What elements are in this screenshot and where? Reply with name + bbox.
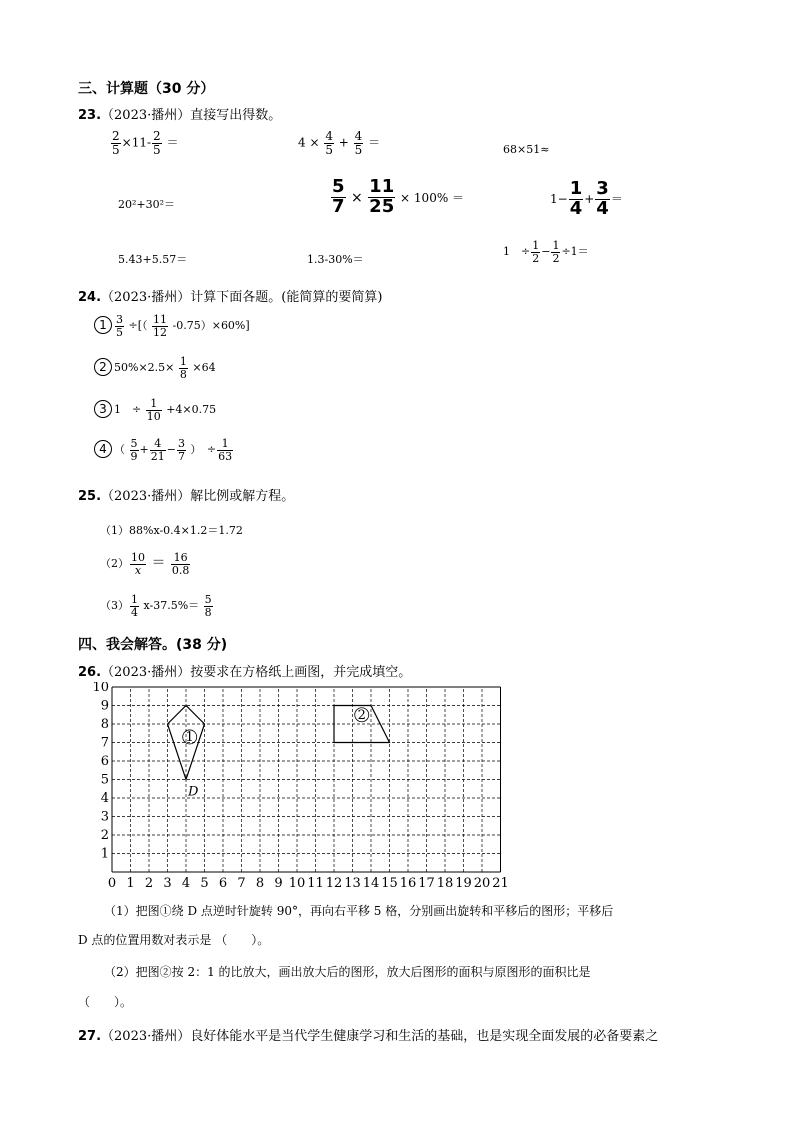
q25-source: （2023·播州） [101,489,191,504]
q23-r1c1: $\frac{2}{5}$ ×11- $\frac{2}{5}$ ＝ [112,129,179,157]
x-tick-label: 19 [455,876,472,891]
x-tick-label: 1 [126,876,135,891]
grid-lines [112,687,501,872]
x-tick-label: 21 [492,876,509,891]
x-tick-label: 2 [144,876,154,891]
shape-2-label: 2 [357,707,366,723]
y-tick-label: 4 [100,791,109,806]
x-tick-label: 5 [200,876,209,891]
circled-number: 4 [94,440,112,458]
x-tick-label: 13 [344,876,361,891]
y-tick-label: 3 [100,809,109,825]
q23-source: （2023·播州） [101,108,191,123]
question-26 [78,661,411,680]
coordinate-grid [90,682,530,898]
q23-r2c2: $\frac{5}{7}$ × $\frac{11}{25}$ × 100% ＝ [332,176,465,217]
q24-source: （2023·播州） [101,290,191,305]
circled-number: 1 [94,316,112,334]
q24-expr-3: 3 1 ÷ $\frac{1}{10}$ +4×0.75 [94,398,216,422]
shape-1-label: 1 [185,729,194,745]
x-tick-label: 16 [399,876,417,891]
q24-expr-4: 4 （ $\frac{5}{9}$ + $\frac{4}{21}$ − $\frac{3}{7}$ ） ÷ $\frac{1}{63}$ [94,438,234,462]
q25-number: 25. [78,489,102,504]
q24-expr-2: 2 50%×2.5× $\frac{1}{8}$ ×64 [94,356,216,380]
x-tick-label: 11 [307,876,324,891]
x-tick-label: 0 [107,876,117,891]
q23-number: 23. [78,108,102,123]
q26-part-2-line-2: （ ）。 [78,995,133,1009]
y-tick-label: 10 [92,682,109,695]
x-tick-label: 12 [325,876,343,891]
q26-text: 按要求在方格纸上画图，并完成填空。 [190,665,412,680]
q23-r3c1: 5.43+5.57＝ [118,253,188,266]
x-tick-label: 18 [436,876,454,891]
x-tick-label: 14 [362,876,380,891]
q25-equation-1: （1）88%x-0.4×1.2＝1.72 [100,524,243,537]
q24-number: 24. [78,290,102,305]
q24-text: 计算下面各题。(能简算的要简算) [190,290,383,305]
q23-r3c3: 1 ÷ $\frac{1}{2}$ − $\frac{1}{2}$ ÷1＝ [503,239,589,265]
q27-number: 27. [78,1029,102,1044]
question-27 [78,1025,658,1044]
circled-number: 3 [94,400,112,418]
q25-equation-2: （2） $\frac{10}{x}$ ＝ $\frac{16}{0.8}$ [100,551,190,577]
y-tick-label: 1 [100,846,109,862]
y-tick-label: 8 [100,717,109,732]
question-25 [78,485,294,504]
q27-source: （2023·播州） [101,1029,191,1044]
q27-text: 良好体能水平是当代学生健康学习和生活的基础，也是实现全面发展的必备要素之 [190,1029,659,1044]
q24-expr-1: 1 $\frac{3}{5}$ ÷[（ $\frac{11}{12}$ -0.75）×60%] [94,314,250,338]
circled-number: 2 [94,358,112,376]
q26-source: （2023·播州） [101,665,191,680]
q26-part-1-line-1: （1）把图①绕 D 点逆时针旋转 90°，再向右平移 5 格，分别画出旋转和平移后的图形；平移后 [104,904,614,918]
x-tick-label: 15 [381,876,398,891]
y-tick-label: 5 [100,772,109,788]
x-tick-label: 7 [237,876,246,891]
x-tick-label: 9 [274,876,283,891]
x-tick-label: 4 [181,876,191,891]
x-tick-label: 10 [288,876,306,891]
x-tick-label: 20 [473,876,491,891]
q26-number: 26. [78,665,102,680]
question-23 [78,104,281,123]
section-4-title: 四、我会解答。(38 分) [78,637,228,653]
y-tick-label: 7 [100,735,109,751]
section-3-title: 三、计算题（30 分） [78,81,215,97]
q23-r1c3: 68×51≈ [503,143,550,156]
q25-equation-3: （3） $\frac{1}{4}$ x-37.5%＝ $\frac{5}{8}$ [100,593,212,619]
x-tick-label: 6 [218,876,228,891]
y-tick-label: 6 [100,754,109,769]
q25-text: 解比例或解方程。 [190,489,295,504]
q23-r1c2: 4 × $\frac{4}{5}$ + $\frac{4}{5}$ ＝ [298,129,381,157]
x-tick-label: 17 [418,876,435,891]
question-24 [78,286,382,305]
q26-part-1-line-2: D 点的位置用数对表示是 （ ）。 [78,933,270,947]
x-tick-label: 8 [255,876,265,891]
x-tick-label: 3 [163,876,172,891]
q23-r2c3: 1− $\frac{1}{4}$ + $\frac{3}{4}$ ＝ [550,178,623,219]
q26-part-2-line-1: （2）把图②按 2：1 的比放大，画出放大后的图形，放大后图形的面积与原图形的面积比是 [104,965,591,979]
point-d-label: D [188,784,199,800]
y-tick-label: 2 [100,828,109,843]
y-tick-label: 9 [100,698,109,714]
axis-labels [92,682,508,891]
q23-text: 直接写出得数。 [190,108,282,123]
q23-r3c2: 1.3-30%＝ [307,253,364,266]
q23-r2c1: 20²+30²＝ [118,198,176,211]
